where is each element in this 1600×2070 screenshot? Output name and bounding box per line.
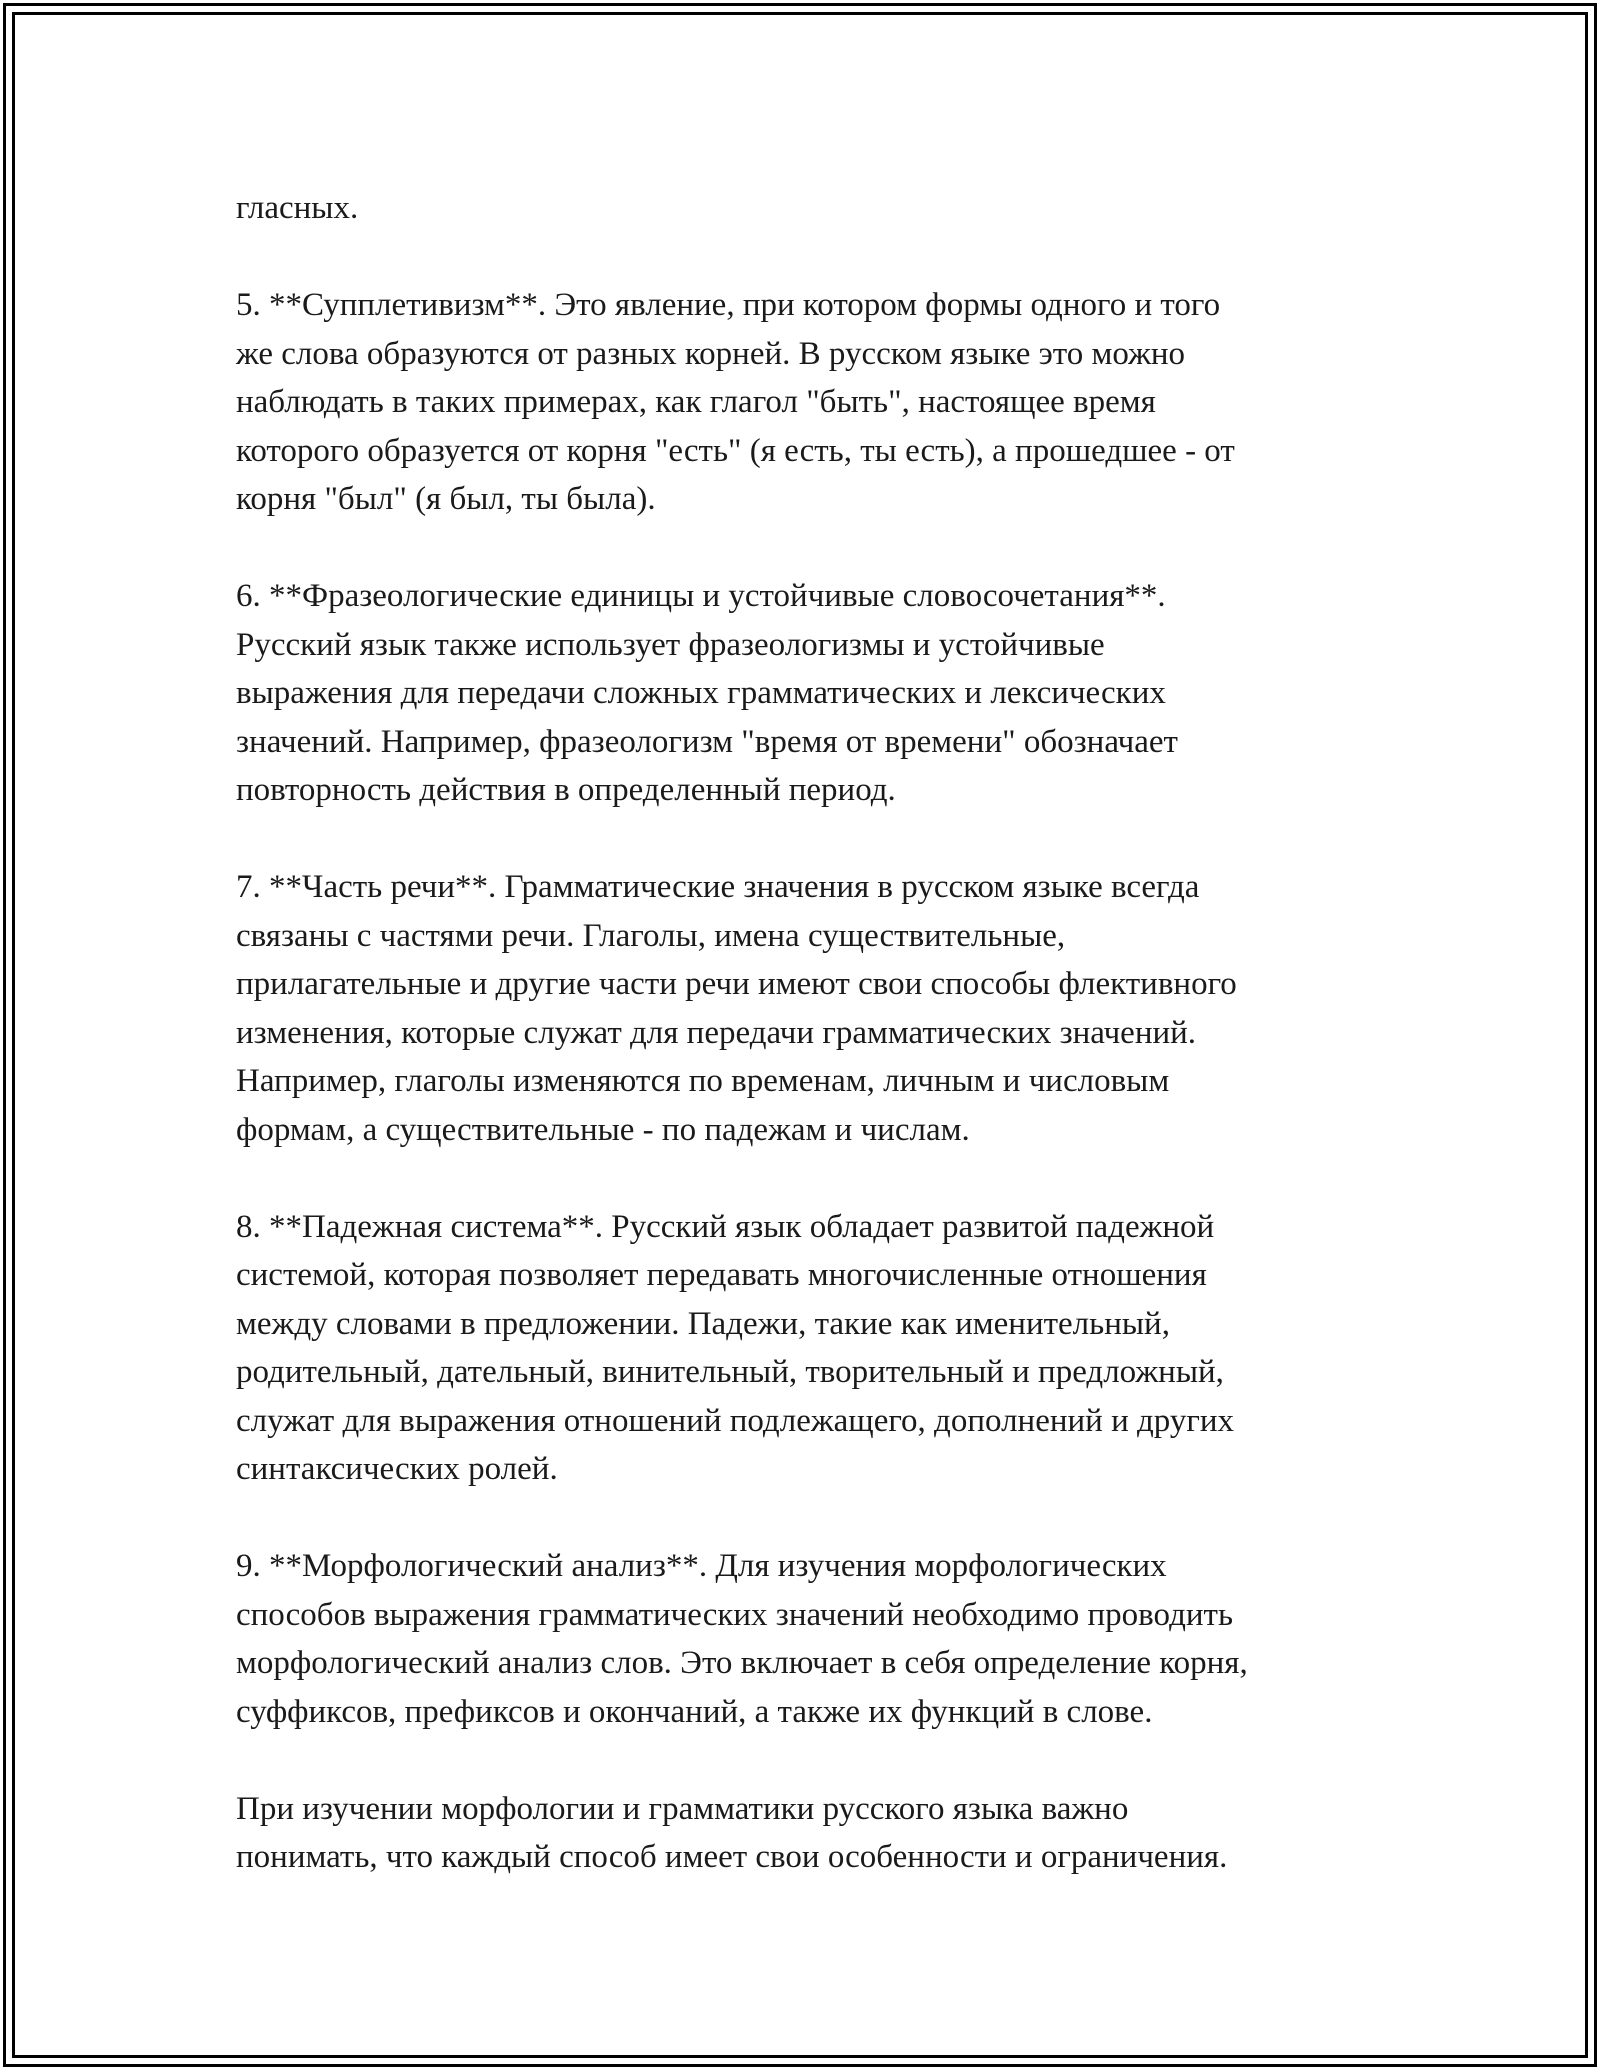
- text-line: системой, которая позволяет передавать многочисленные отношения: [236, 1257, 1207, 1293]
- text-line: гласных.: [236, 190, 359, 226]
- text-line: морфологический анализ слов. Это включает в себя определение корня,: [236, 1645, 1248, 1681]
- paragraph-morphological-analysis: [236, 1542, 1376, 1736]
- text-line: 6. **Фразеологические единицы и устойчивые словосочетания**.: [236, 578, 1166, 614]
- text-line: выражения для передачи сложных грамматических и лексических: [236, 675, 1166, 711]
- text-line: 8. **Падежная система**. Русский язык обладает развитой падежной: [236, 1208, 1215, 1245]
- text-line: 9. **Морфологический анализ**. Для изучения морфологических: [236, 1548, 1167, 1584]
- paragraph-phraseology: [236, 572, 1376, 815]
- text-line: Например, глаголы изменяются по временам, личным и числовым: [236, 1063, 1170, 1099]
- text-line: повторность действия в определенный период.: [236, 772, 896, 808]
- text-line: родительный, дательный, винительный, творительный и предложный,: [236, 1354, 1224, 1390]
- paragraph-parts-of-speech: [236, 863, 1376, 1154]
- text-line: понимать, что каждый способ имеет свои особенности и ограничения.: [236, 1839, 1228, 1875]
- text-line: же слова образуются от разных корней. В русском языке это можно: [236, 335, 1186, 372]
- document-body: [236, 184, 1376, 1930]
- paragraph-case-system: [236, 1203, 1376, 1494]
- text-line: 5. **Супплетивизм**. Это явление, при котором формы одного и того: [236, 287, 1221, 323]
- text-line: корня "был" (я был, ты была).: [236, 481, 656, 517]
- text-line: изменения, которые служат для передачи грамматических значений.: [236, 1014, 1197, 1051]
- text-line: служат для выражения отношений подлежащего, дополнений и других: [236, 1402, 1235, 1439]
- text-line: значений. Например, фразеологизм "время от времени" обозначает: [236, 723, 1178, 760]
- paragraph-suppletivism: [236, 281, 1376, 524]
- text-line: способов выражения грамматических значений необходимо проводить: [236, 1596, 1234, 1633]
- text-line: связаны с частями речи. Глаголы, имена существительные,: [236, 917, 1066, 954]
- text-line: между словами в предложении. Падежи, такие как именительный,: [236, 1305, 1170, 1342]
- text-line: которого образуется от корня "есть" (я есть, ты есть), а прошедшее - от: [236, 432, 1235, 469]
- text-line: суффиксов, префиксов и окончаний, а также их функций в слове.: [236, 1693, 1153, 1730]
- text-line: синтаксических ролей.: [236, 1451, 558, 1487]
- text-line: наблюдать в таких примерах, как глагол "быть", настоящее время: [236, 384, 1156, 420]
- text-line: Русский язык также использует фразеологизмы и устойчивые: [236, 626, 1105, 663]
- text-line: прилагательные и другие части речи имеют свои способы флективного: [236, 966, 1237, 1002]
- text-line: 7. **Часть речи**. Грамматические значения в русском языке всегда: [236, 869, 1200, 905]
- paragraph-continuation: [236, 184, 1376, 233]
- text-line: При изучении морфологии и грамматики русского языка важно: [236, 1790, 1129, 1827]
- text-line: формам, а существительные - по падежам и числам.: [236, 1111, 970, 1148]
- paragraph-conclusion: [236, 1785, 1376, 1882]
